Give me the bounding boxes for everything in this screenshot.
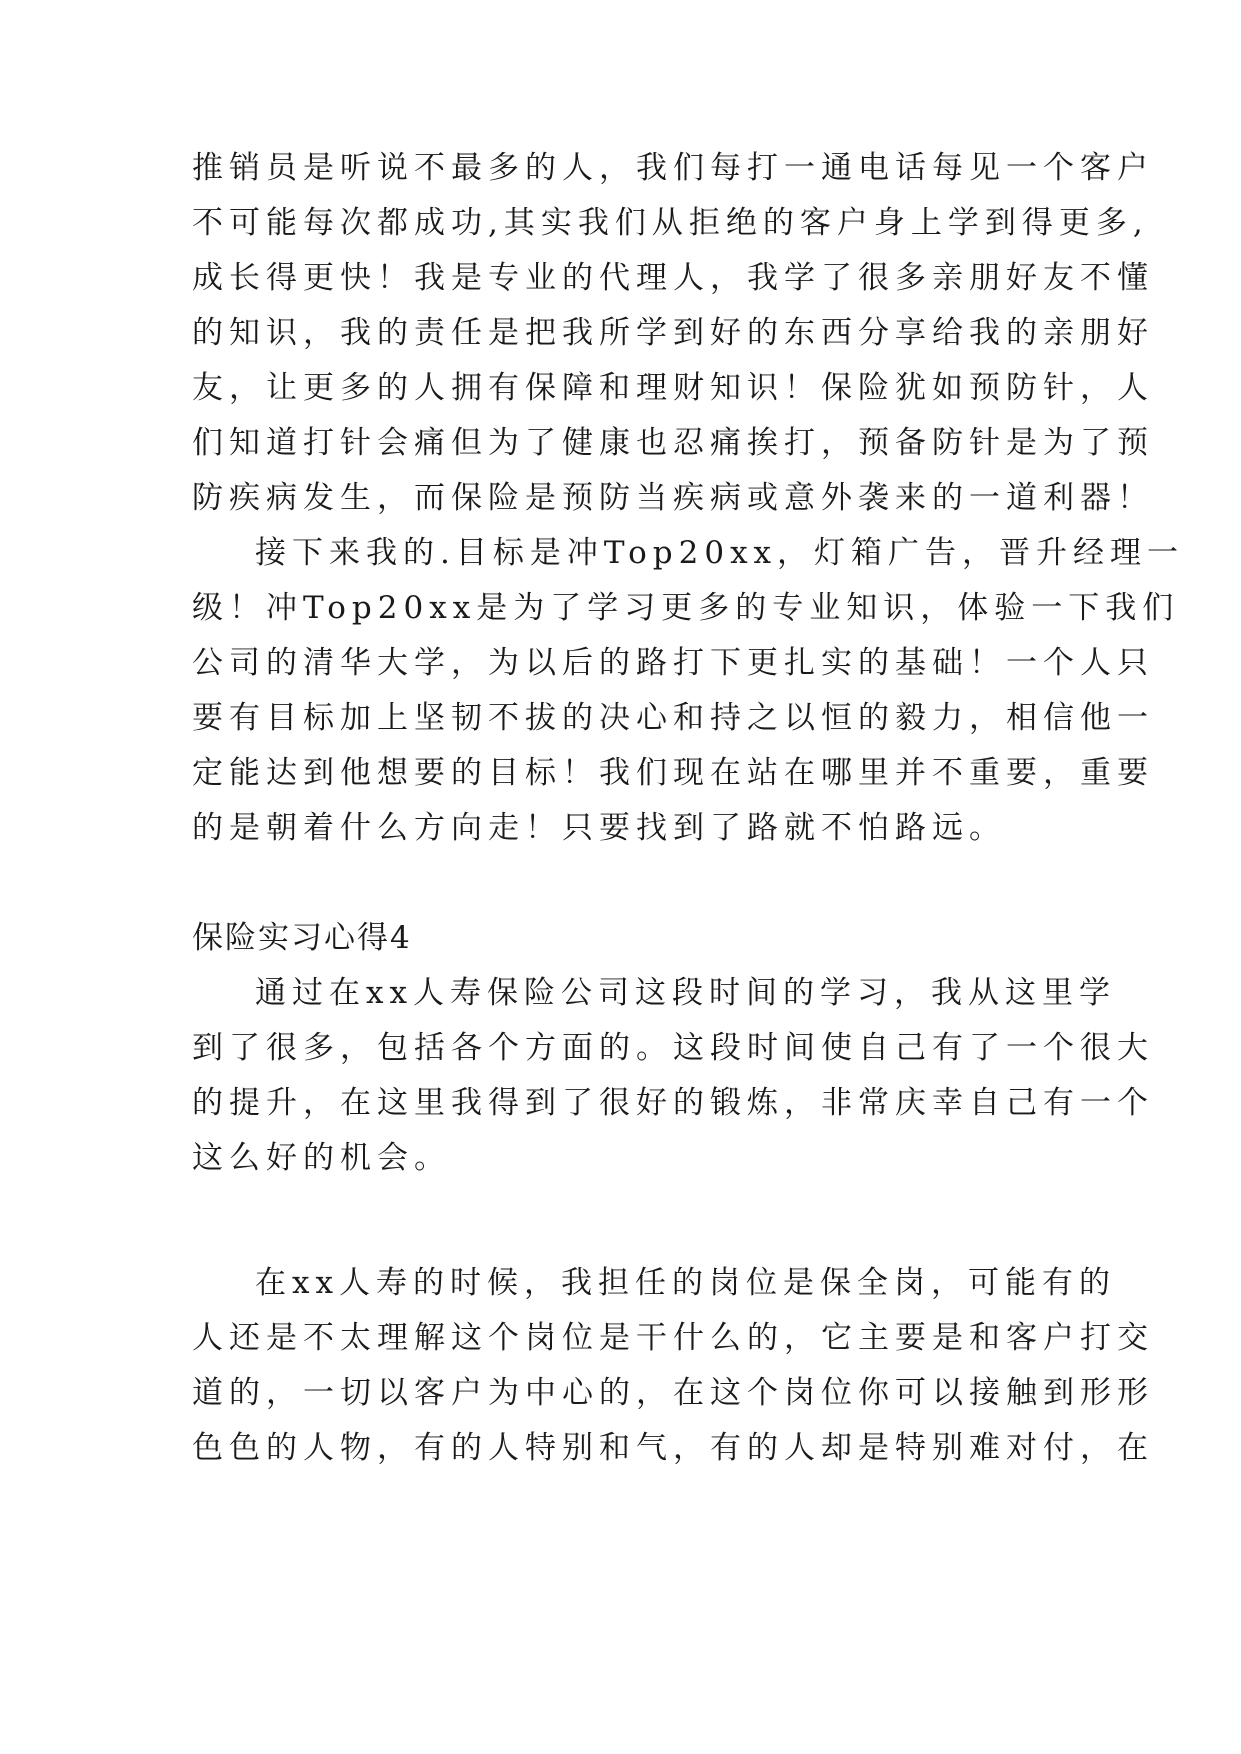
paragraph-line: 们知道打针会痛但为了健康也忍痛挨打，预备防针是为了预 <box>192 425 1154 461</box>
paragraph-line: 这么好的机会。 <box>192 1140 451 1176</box>
paragraph-line: 推销员是听说不最多的人，我们每打一通电话每见一个客户 <box>192 150 1154 186</box>
paragraph-line: 不可能每次都成功,其实我们从拒绝的客户身上学到得更多, <box>192 205 1149 241</box>
paragraph-line: 级！冲Top20xx是为了学习更多的专业知识，体验一下我们 <box>192 590 1180 626</box>
paragraph-line: 道的，一切以客户为中心的，在这个岗位你可以接触到形形 <box>192 1375 1154 1411</box>
paragraph-line: 的是朝着什么方向走！只要找到了路就不怕路远。 <box>192 810 1006 846</box>
paragraph-line: 成长得更快！我是专业的代理人，我学了很多亲朋好友不懂 <box>192 260 1154 296</box>
paragraph-line: 在xx人寿的时候，我担任的岗位是保全岗，可能有的 <box>255 1265 1116 1301</box>
paragraph-line: 接下来我的.目标是冲Top20xx，灯箱广告，晋升经理一 <box>255 535 1185 571</box>
section-heading: 保险实习心得4 <box>192 920 412 956</box>
paragraph-line: 公司的清华大学，为以后的路打下更扎实的基础！一个人只 <box>192 645 1154 681</box>
paragraph-line: 人还是不太理解这个岗位是干什么的，它主要是和客户打交 <box>192 1320 1154 1356</box>
paragraph-line: 色色的人物，有的人特别和气，有的人却是特别难对付，在 <box>192 1430 1154 1466</box>
paragraph-line: 的知识，我的责任是把我所学到好的东西分享给我的亲朋好 <box>192 315 1154 351</box>
paragraph-line: 的提升，在这里我得到了很好的锻炼，非常庆幸自己有一个 <box>192 1085 1154 1121</box>
paragraph-line: 到了很多，包括各个方面的。这段时间使自己有了一个很大 <box>192 1030 1154 1066</box>
paragraph-line: 防疾病发生，而保险是预防当疾病或意外袭来的一道利器！ <box>192 480 1154 516</box>
paragraph-line: 友，让更多的人拥有保障和理财知识！保险犹如预防针，人 <box>192 370 1154 406</box>
paragraph-line: 要有目标加上坚韧不拔的决心和持之以恒的毅力，相信他一 <box>192 700 1154 736</box>
paragraph-line: 定能达到他想要的目标！我们现在站在哪里并不重要，重要 <box>192 755 1154 791</box>
paragraph-line: 通过在xx人寿保险公司这段时间的学习，我从这里学 <box>255 975 1116 1011</box>
